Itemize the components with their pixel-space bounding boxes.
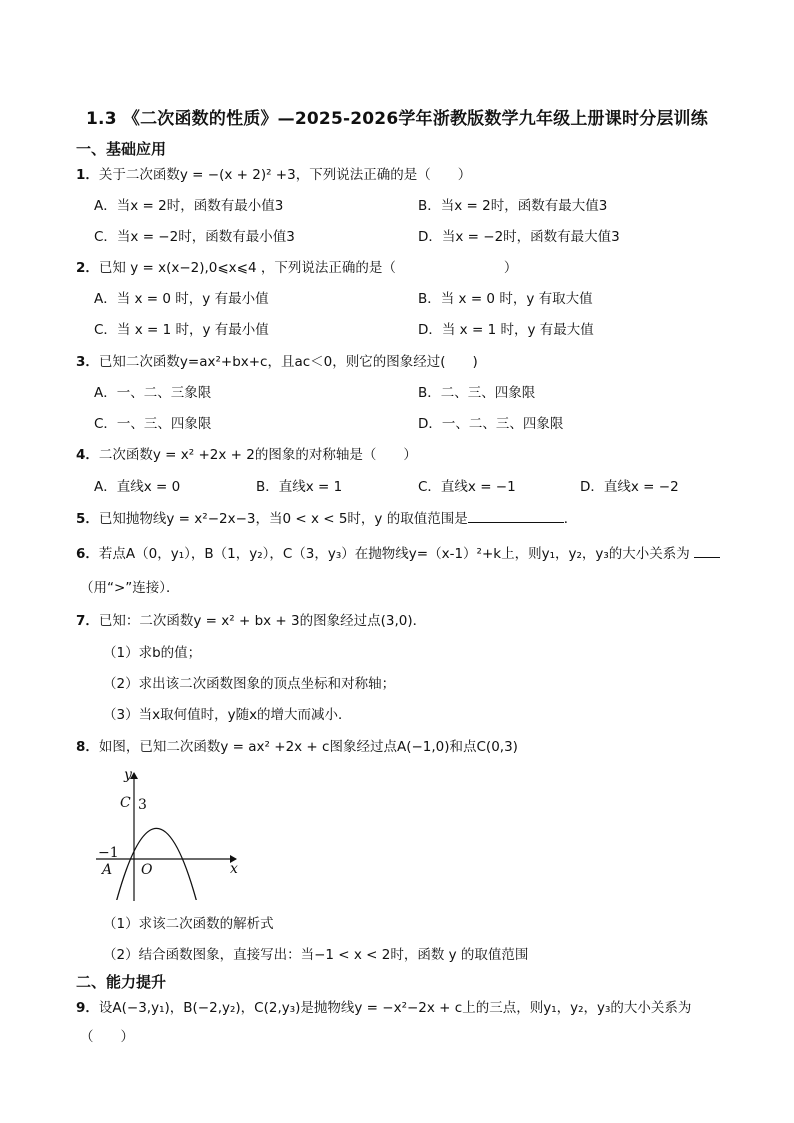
q3-option-b: B．二、三、四象限 (418, 385, 536, 401)
question-number: 6． (76, 546, 99, 562)
question-1 (76, 166, 471, 184)
question-2 (76, 259, 517, 277)
y-intercept-label: 3 (138, 797, 147, 813)
question-number: 2． (76, 260, 99, 276)
question-number: 7． (76, 613, 99, 629)
question-number: 1． (76, 167, 99, 183)
question-6 (76, 544, 720, 563)
q2-option-c: C．当 x = 1 时，y 有最小值 (94, 322, 269, 338)
question-text: 已知 y = x(x−2),0⩽x⩽4 ，下列说法正确的是（ ） (98, 260, 518, 276)
question-3 (76, 353, 478, 371)
answer-blank[interactable] (694, 544, 720, 558)
question-number: 5． (76, 511, 99, 527)
q4-option-d: D．直线x = −2 (580, 479, 679, 495)
q8-sub-1: （1）求该二次函数的解析式 (103, 916, 274, 932)
question-text: 二次函数y = x² +2x + 2的图象的对称轴是（ ） (98, 447, 417, 463)
q4-option-a: A．直线x = 0 (94, 479, 181, 495)
page-title: 1.3 《二次函数的性质》—2025-2026学年浙教版数学九年级上册课时分层训练 (86, 109, 708, 129)
origin-label: O (141, 862, 153, 878)
question-text: 若点A（0，y₁），B（1，y₂），C（3，y₃）在抛物线y=（x-1）²+k上，则y₁，y₂，y₃的大小关系为 (98, 546, 690, 562)
question-tail: ． (563, 511, 578, 527)
q2-option-d: D．当 x = 1 时，y 有最大值 (418, 322, 594, 338)
parabola-figure (92, 765, 252, 905)
point-a-label: A (102, 862, 113, 878)
question-6-continued: （用“>”连接）． (80, 580, 180, 596)
q3-option-c: C．一、三、四象限 (94, 416, 212, 432)
question-8 (76, 738, 518, 756)
question-9-continued: （ ） (80, 1029, 134, 1045)
y-axis-label: y (124, 767, 132, 783)
q2-option-a: A．当 x = 0 时，y 有最小值 (94, 291, 269, 307)
question-9 (76, 999, 691, 1017)
question-text: 已知二次函数y=ax²+bx+c，且ac＜0，则它的图象经过( ) (98, 354, 478, 370)
section-heading-advanced: 二、能力提升 (76, 973, 167, 991)
q8-sub-2: （2）结合函数图象，直接写出：当−1 < x < 2时，函数 y 的取值范围 (103, 947, 529, 963)
question-number: 9． (76, 1000, 99, 1016)
q1-option-b: B．当x = 2时，函数有最大值3 (418, 198, 608, 214)
minus-one-label: −1 (98, 845, 119, 861)
q3-option-d: D．一、二、三、四象限 (418, 416, 564, 432)
q1-option-a: A．当x = 2时，函数有最小值3 (94, 198, 284, 214)
q2-option-b: B．当 x = 0 时，y 有取大值 (418, 291, 593, 307)
section-heading-basic: 一、基础应用 (76, 140, 167, 158)
q7-sub-1: （1）求b的值； (103, 645, 202, 661)
q4-option-c: C．直线x = −1 (418, 479, 516, 495)
q4-option-b: B．直线x = 1 (256, 479, 343, 495)
q7-sub-2: （2）求出该二次函数图象的顶点坐标和对称轴； (103, 676, 396, 692)
q1-option-d: D．当x = −2时，函数有最大值3 (418, 229, 620, 245)
question-number: 4． (76, 447, 99, 463)
question-text: 如图，已知二次函数y = ax² +2x + c图象经过点A(−1,0)和点C(0,3) (98, 739, 518, 755)
q1-option-c: C．当x = −2时，函数有最小值3 (94, 229, 295, 245)
parabola-curve (112, 828, 202, 905)
answer-blank[interactable] (468, 509, 564, 523)
q3-option-a: A．一、二、三象限 (94, 385, 212, 401)
point-c-label: C (120, 795, 131, 811)
question-text: 关于二次函数y = −(x + 2)² +3，下列说法正确的是（ ） (98, 167, 472, 183)
question-4 (76, 446, 417, 464)
question-text: 已知抛物线y = x²−2x−3，当0 < x < 5时，y 的取值范围是 (98, 511, 468, 527)
question-number: 3． (76, 354, 99, 370)
q7-sub-3: （3）当x取何值时，y随x的增大而减小． (103, 707, 352, 723)
question-5 (76, 509, 577, 528)
question-text: 已知：二次函数y = x² + bx + 3的图象经过点(3,0)． (98, 613, 427, 629)
question-text: 设A(−3,y₁)，B(−2,y₂)，C(2,y₃)是抛物线y = −x²−2x + c上的三点，则y₁，y₂，y₃的大小关系为 (98, 1000, 692, 1016)
question-number: 8． (76, 739, 99, 755)
x-axis-label: x (230, 861, 238, 877)
question-7 (76, 612, 426, 630)
